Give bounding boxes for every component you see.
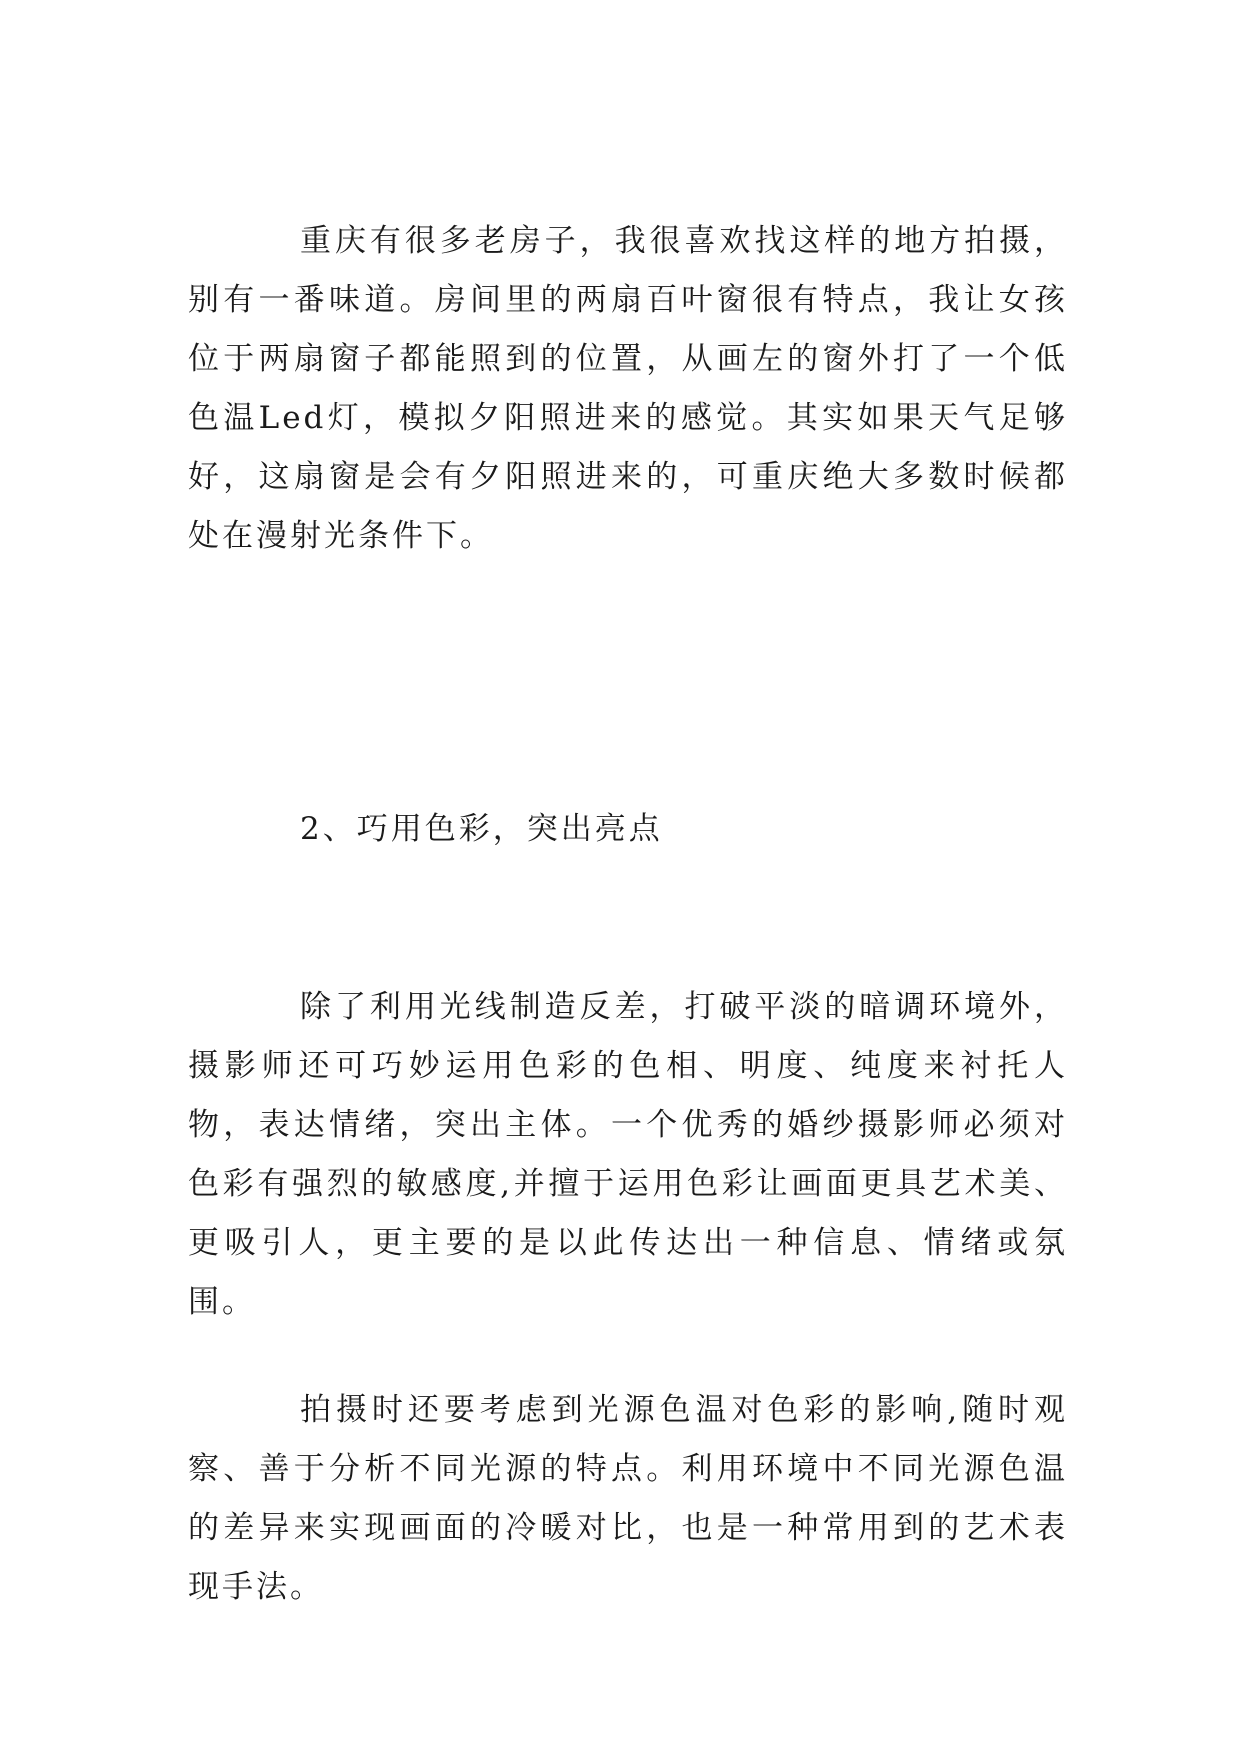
- body-paragraph-color-temperature: 拍摄时还要考虑到光源色温对色彩的影响,随时观察、善于分析不同光源的特点。利用环境中不同光源色温的差异来实现画面的冷暖对比，也是一种常用到的艺术表现手法。: [188, 1392, 1068, 1605]
- body-paragraph-old-houses: 重庆有很多老房子，我很喜欢找这样的地方拍摄，别有一番味道。房间里的两扇百叶窗很有特点，我让女孩位于两扇窗子都能照到的位置，从画左的窗外打了一个低色温Led灯，模拟夕阳照进来的感觉。其实如果天气足够好，这扇窗是会有夕阳照进来的，可重庆绝大多数时候都处在漫射光条件下。: [188, 223, 1068, 554]
- body-paragraph-color-usage: 除了利用光线制造反差，打破平淡的暗调环境外，摄影师还可巧妙运用色彩的色相、明度、纯度来衬托人物，表达情绪，突出主体。一个优秀的婚纱摄影师必须对色彩有强烈的敏感度,并擅于运用色彩让画面更具艺术美、更吸引人，更主要的是以此传达出一种信息、情绪或氛围。: [188, 989, 1068, 1320]
- section-heading-color: 2、巧用色彩，突出亮点: [300, 811, 663, 847]
